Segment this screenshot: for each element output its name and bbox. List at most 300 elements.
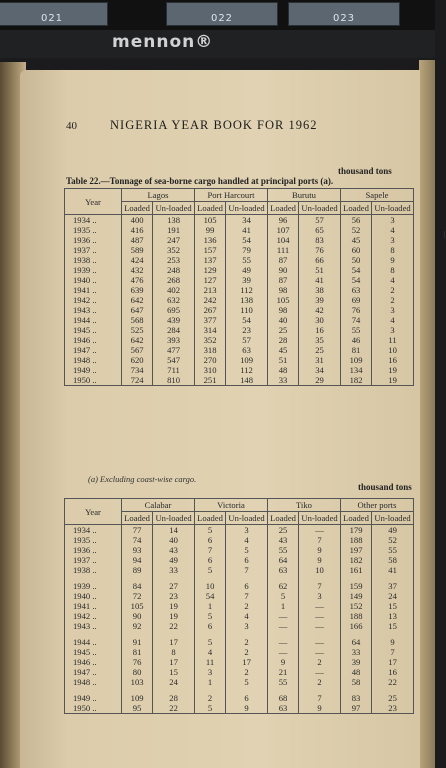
col-port: Tiko [267, 499, 340, 512]
year-cell: 1946 .. [65, 335, 122, 345]
value-cell: 4 [226, 611, 268, 621]
value-cell: 77 [122, 525, 153, 536]
value-cell: 3 [372, 305, 414, 315]
value-cell: 248 [153, 265, 195, 275]
value-cell: 55 [267, 677, 298, 687]
value-cell: 10 [372, 345, 414, 355]
value-cell: 724 [122, 375, 153, 386]
value-cell: 80 [122, 667, 153, 677]
value-cell: 9 [372, 637, 414, 647]
value-cell: 711 [153, 365, 195, 375]
year-cell: 1943 .. [65, 305, 122, 315]
value-cell: 93 [122, 545, 153, 555]
value-cell: 16 [372, 667, 414, 677]
col-loaded: Loaded [194, 512, 225, 525]
col-port: Other ports [340, 499, 413, 512]
value-cell: 318 [194, 345, 225, 355]
value-cell: 639 [122, 285, 153, 295]
year-cell: 1939 .. [65, 581, 122, 591]
col-loaded: Loaded [340, 202, 371, 215]
value-cell: 91 [122, 637, 153, 647]
book-right-edge [419, 60, 435, 768]
value-cell: 37 [372, 581, 414, 591]
value-cell: 34 [299, 365, 341, 375]
value-cell: 9 [299, 703, 341, 714]
value-cell: 50 [340, 255, 371, 265]
year-cell: 1944 .. [65, 315, 122, 325]
col-unloaded: Un-loaded [372, 512, 414, 525]
value-cell: 134 [340, 365, 371, 375]
value-cell: 7 [226, 565, 268, 575]
value-cell: 182 [340, 375, 371, 386]
value-cell: 33 [267, 375, 298, 386]
table-row [65, 535, 414, 545]
value-cell: 112 [226, 285, 268, 295]
value-cell: 90 [267, 265, 298, 275]
value-cell: 25 [372, 693, 414, 703]
value-cell: 92 [122, 621, 153, 631]
value-cell: 9 [267, 657, 298, 667]
value-cell: 23 [372, 703, 414, 714]
year-cell: 1937 .. [65, 245, 122, 255]
value-cell: 152 [340, 601, 371, 611]
value-cell: 72 [122, 591, 153, 601]
value-cell: 64 [267, 555, 298, 565]
value-cell: 197 [340, 545, 371, 555]
value-cell: 79 [226, 245, 268, 255]
film-strip [0, 0, 435, 30]
col-loaded: Loaded [267, 202, 298, 215]
value-cell: 60 [340, 245, 371, 255]
value-cell: 96 [267, 215, 298, 226]
value-cell: 11 [194, 657, 225, 667]
value-cell: — [267, 647, 298, 657]
value-cell: 8 [372, 265, 414, 275]
value-cell: 49 [226, 265, 268, 275]
value-cell: 247 [153, 235, 195, 245]
value-cell: 2 [226, 637, 268, 647]
value-cell: 267 [194, 305, 225, 315]
value-cell: 138 [153, 215, 195, 226]
value-cell: 3 [372, 325, 414, 335]
year-cell: 1950 .. [65, 703, 122, 714]
value-cell: 17 [226, 657, 268, 667]
value-cell: 129 [194, 265, 225, 275]
value-cell: 55 [372, 545, 414, 555]
value-cell: 76 [340, 305, 371, 315]
year-cell: 1942 .. [65, 295, 122, 305]
value-cell: 52 [372, 535, 414, 545]
value-cell: 8 [372, 245, 414, 255]
table-row [65, 667, 414, 677]
value-cell: 48 [340, 667, 371, 677]
value-cell: 6 [226, 581, 268, 591]
value-cell: 268 [153, 275, 195, 285]
value-cell: 109 [122, 693, 153, 703]
value-cell: 27 [153, 581, 195, 591]
value-cell: 40 [267, 315, 298, 325]
table-row [65, 647, 414, 657]
value-cell: 10 [299, 565, 341, 575]
col-unloaded: Un-loaded [153, 512, 195, 525]
value-cell: — [299, 525, 341, 536]
table-row [65, 325, 414, 335]
value-cell: 4 [372, 275, 414, 285]
value-cell: 567 [122, 345, 153, 355]
col-unloaded: Un-loaded [226, 512, 268, 525]
value-cell: 11 [372, 335, 414, 345]
value-cell: 17 [153, 657, 195, 667]
year-cell: 1948 .. [65, 677, 122, 687]
value-cell: 642 [122, 295, 153, 305]
table-row [65, 677, 414, 687]
value-cell: 49 [372, 525, 414, 536]
value-cell: 4 [194, 647, 225, 657]
table-row [65, 545, 414, 555]
value-cell: 40 [153, 535, 195, 545]
value-cell: — [299, 667, 341, 677]
value-cell: 5 [226, 545, 268, 555]
value-cell: 68 [267, 693, 298, 703]
year-cell: 1938 .. [65, 565, 122, 575]
value-cell: 1 [194, 601, 225, 611]
value-cell: 2 [372, 295, 414, 305]
book-page [20, 70, 446, 768]
value-cell: 19 [153, 611, 195, 621]
value-cell: 87 [267, 255, 298, 265]
value-cell: 111 [267, 245, 298, 255]
brand-logo: mennon® [112, 32, 214, 52]
value-cell: 477 [153, 345, 195, 355]
table-row [65, 365, 414, 375]
value-cell: 400 [122, 215, 153, 226]
value-cell: 242 [194, 295, 225, 305]
value-cell: 90 [122, 611, 153, 621]
year-cell: 1938 .. [65, 255, 122, 265]
table-row [65, 255, 414, 265]
value-cell: 310 [194, 365, 225, 375]
value-cell: 94 [122, 555, 153, 565]
year-cell: 1950 .. [65, 375, 122, 386]
table-row [65, 591, 414, 601]
table-unit: thousand tons [338, 166, 392, 176]
table-row [65, 565, 414, 575]
year-cell: 1941 .. [65, 285, 122, 295]
value-cell: 105 [267, 295, 298, 305]
value-cell: 7 [226, 591, 268, 601]
value-cell: 547 [153, 355, 195, 365]
value-cell: 352 [194, 335, 225, 345]
film-frame [166, 2, 278, 26]
value-cell: 63 [340, 285, 371, 295]
col-port: Victoria [194, 499, 267, 512]
table-row [65, 245, 414, 255]
table-row [65, 601, 414, 611]
value-cell: 43 [267, 535, 298, 545]
value-cell: 7 [299, 693, 341, 703]
value-cell: 57 [226, 335, 268, 345]
value-cell: 64 [340, 637, 371, 647]
value-cell: 6 [194, 621, 225, 631]
value-cell: 103 [122, 677, 153, 687]
value-cell: 98 [267, 305, 298, 315]
year-cell: 1941 .. [65, 601, 122, 611]
year-cell: 1940 .. [65, 275, 122, 285]
value-cell: — [267, 637, 298, 647]
col-port: Calabar [122, 499, 195, 512]
year-cell: 1945 .. [65, 325, 122, 335]
value-cell: 19 [153, 601, 195, 611]
value-cell: 568 [122, 315, 153, 325]
value-cell: 253 [153, 255, 195, 265]
value-cell: 28 [267, 335, 298, 345]
value-cell: 213 [194, 285, 225, 295]
table-row [65, 657, 414, 667]
value-cell: — [299, 647, 341, 657]
value-cell: 63 [226, 345, 268, 355]
value-cell: 5 [267, 591, 298, 601]
year-cell: 1942 .. [65, 611, 122, 621]
value-cell: 127 [194, 275, 225, 285]
year-cell: 1946 .. [65, 657, 122, 667]
value-cell: 76 [122, 657, 153, 667]
value-cell: 58 [372, 555, 414, 565]
value-cell: 25 [267, 525, 298, 536]
value-cell: 99 [194, 225, 225, 235]
value-cell: 83 [299, 235, 341, 245]
value-cell: 58 [340, 677, 371, 687]
value-cell: 63 [267, 703, 298, 714]
value-cell: 74 [122, 535, 153, 545]
table-row [65, 265, 414, 275]
value-cell: 33 [153, 565, 195, 575]
value-cell: 74 [340, 315, 371, 325]
value-cell: 15 [372, 601, 414, 611]
value-cell: 5 [194, 637, 225, 647]
year-cell: 1949 .. [65, 365, 122, 375]
value-cell: 166 [340, 621, 371, 631]
value-cell: 54 [226, 315, 268, 325]
value-cell: 25 [267, 325, 298, 335]
page-header: NIGERIA YEAR BOOK FOR 1962 [110, 118, 318, 132]
value-cell: 2 [194, 693, 225, 703]
year-cell: 1934 .. [65, 525, 122, 536]
year-cell: 1947 .. [65, 667, 122, 677]
value-cell: 55 [340, 325, 371, 335]
value-cell: 45 [340, 235, 371, 245]
value-cell: 51 [267, 355, 298, 365]
value-cell: 33 [340, 647, 371, 657]
value-cell: 28 [153, 693, 195, 703]
table-row [65, 581, 414, 591]
value-cell: 432 [122, 265, 153, 275]
value-cell: 107 [267, 225, 298, 235]
col-year: Year [65, 499, 122, 525]
col-port: Burutu [267, 189, 340, 202]
value-cell: 81 [122, 647, 153, 657]
value-cell: 24 [372, 591, 414, 601]
value-cell: 34 [226, 215, 268, 226]
value-cell: 35 [299, 335, 341, 345]
value-cell: 87 [267, 275, 298, 285]
value-cell: 5 [194, 611, 225, 621]
year-cell: 1945 .. [65, 647, 122, 657]
value-cell: 2 [299, 677, 341, 687]
value-cell: 476 [122, 275, 153, 285]
value-cell: 7 [194, 545, 225, 555]
value-cell: 642 [122, 335, 153, 345]
year-cell: 1935 .. [65, 225, 122, 235]
value-cell: 5 [194, 525, 225, 536]
margin-mark: I [443, 230, 446, 240]
table-row [65, 275, 414, 285]
value-cell: 17 [153, 637, 195, 647]
table-row [65, 295, 414, 305]
film-frame [288, 2, 400, 26]
table-row [65, 225, 414, 235]
col-loaded: Loaded [122, 512, 153, 525]
value-cell: 65 [299, 225, 341, 235]
value-cell: 16 [299, 325, 341, 335]
value-cell: 13 [372, 611, 414, 621]
year-cell: 1935 .. [65, 535, 122, 545]
value-cell: 393 [153, 335, 195, 345]
value-cell: 41 [226, 225, 268, 235]
value-cell: 3 [226, 621, 268, 631]
cargo-table-other-ports [64, 498, 414, 714]
col-year: Year [65, 189, 122, 215]
value-cell: 5 [226, 677, 268, 687]
value-cell: 31 [299, 355, 341, 365]
value-cell: 41 [299, 275, 341, 285]
value-cell: 19 [372, 375, 414, 386]
col-port: Lagos [122, 189, 195, 202]
value-cell: 97 [340, 703, 371, 714]
table-row [65, 611, 414, 621]
value-cell: 42 [299, 305, 341, 315]
table-row [65, 215, 414, 226]
value-cell: 7 [372, 647, 414, 657]
col-unloaded: Un-loaded [372, 202, 414, 215]
table-row [65, 285, 414, 295]
year-cell: 1936 .. [65, 235, 122, 245]
year-cell: 1949 .. [65, 693, 122, 703]
frame-number: 021 [40, 13, 64, 24]
value-cell: 104 [267, 235, 298, 245]
value-cell: 7 [299, 581, 341, 591]
value-cell: 15 [372, 621, 414, 631]
value-cell: 8 [153, 647, 195, 657]
frame-number: 022 [210, 13, 234, 24]
value-cell: — [299, 637, 341, 647]
value-cell: 5 [194, 565, 225, 575]
table-row [65, 637, 414, 647]
value-cell: 51 [299, 265, 341, 275]
value-cell: 55 [267, 545, 298, 555]
value-cell: 81 [340, 345, 371, 355]
value-cell: 23 [226, 325, 268, 335]
value-cell: 17 [372, 657, 414, 667]
col-loaded: Loaded [122, 202, 153, 215]
year-cell: 1940 .. [65, 591, 122, 601]
value-cell: — [299, 611, 341, 621]
year-cell: 1948 .. [65, 355, 122, 365]
value-cell: 9 [299, 555, 341, 565]
value-cell: 22 [153, 621, 195, 631]
value-cell: 647 [122, 305, 153, 315]
value-cell: 9 [299, 545, 341, 555]
value-cell: 21 [267, 667, 298, 677]
table-row [65, 555, 414, 565]
value-cell: — [299, 601, 341, 611]
value-cell: — [267, 611, 298, 621]
value-cell: 9 [226, 703, 268, 714]
value-cell: 15 [153, 667, 195, 677]
value-cell: 39 [340, 657, 371, 667]
value-cell: 137 [194, 255, 225, 265]
value-cell: 16 [372, 355, 414, 365]
value-cell: 191 [153, 225, 195, 235]
value-cell: 157 [194, 245, 225, 255]
value-cell: 76 [299, 245, 341, 255]
table-row [65, 693, 414, 703]
value-cell: 2 [299, 657, 341, 667]
value-cell: 46 [340, 335, 371, 345]
year-cell: 1943 .. [65, 621, 122, 631]
cargo-table-principal-ports [64, 188, 414, 386]
value-cell: 110 [226, 305, 268, 315]
value-cell: 25 [299, 345, 341, 355]
value-cell: 54 [340, 265, 371, 275]
value-cell: 402 [153, 285, 195, 295]
col-loaded: Loaded [194, 202, 225, 215]
value-cell: 161 [340, 565, 371, 575]
col-port: Sapele [340, 189, 413, 202]
value-cell: 105 [122, 601, 153, 611]
value-cell: 284 [153, 325, 195, 335]
value-cell: 52 [340, 225, 371, 235]
value-cell: 45 [267, 345, 298, 355]
value-cell: 9 [372, 255, 414, 265]
value-cell: 188 [340, 611, 371, 621]
value-cell: 2 [226, 647, 268, 657]
value-cell: 43 [153, 545, 195, 555]
value-cell: 1 [194, 677, 225, 687]
value-cell: 6 [226, 693, 268, 703]
value-cell: 3 [372, 235, 414, 245]
value-cell: 112 [226, 365, 268, 375]
year-cell: 1937 .. [65, 555, 122, 565]
col-unloaded: Un-loaded [153, 202, 195, 215]
table-row [65, 703, 414, 714]
col-loaded: Loaded [340, 512, 371, 525]
table-footnote: (a) Excluding coast-wise cargo. [88, 474, 197, 484]
value-cell: 620 [122, 355, 153, 365]
col-port: Port Harcourt [194, 189, 267, 202]
value-cell: 62 [267, 581, 298, 591]
value-cell: 98 [267, 285, 298, 295]
table-row [65, 335, 414, 345]
value-cell: 179 [340, 525, 371, 536]
year-cell: 1934 .. [65, 215, 122, 226]
value-cell: 83 [340, 693, 371, 703]
value-cell: 66 [299, 255, 341, 265]
value-cell: 424 [122, 255, 153, 265]
value-cell: 188 [340, 535, 371, 545]
year-cell: 1939 .. [65, 265, 122, 275]
value-cell: 1 [267, 601, 298, 611]
table-row [65, 355, 414, 365]
